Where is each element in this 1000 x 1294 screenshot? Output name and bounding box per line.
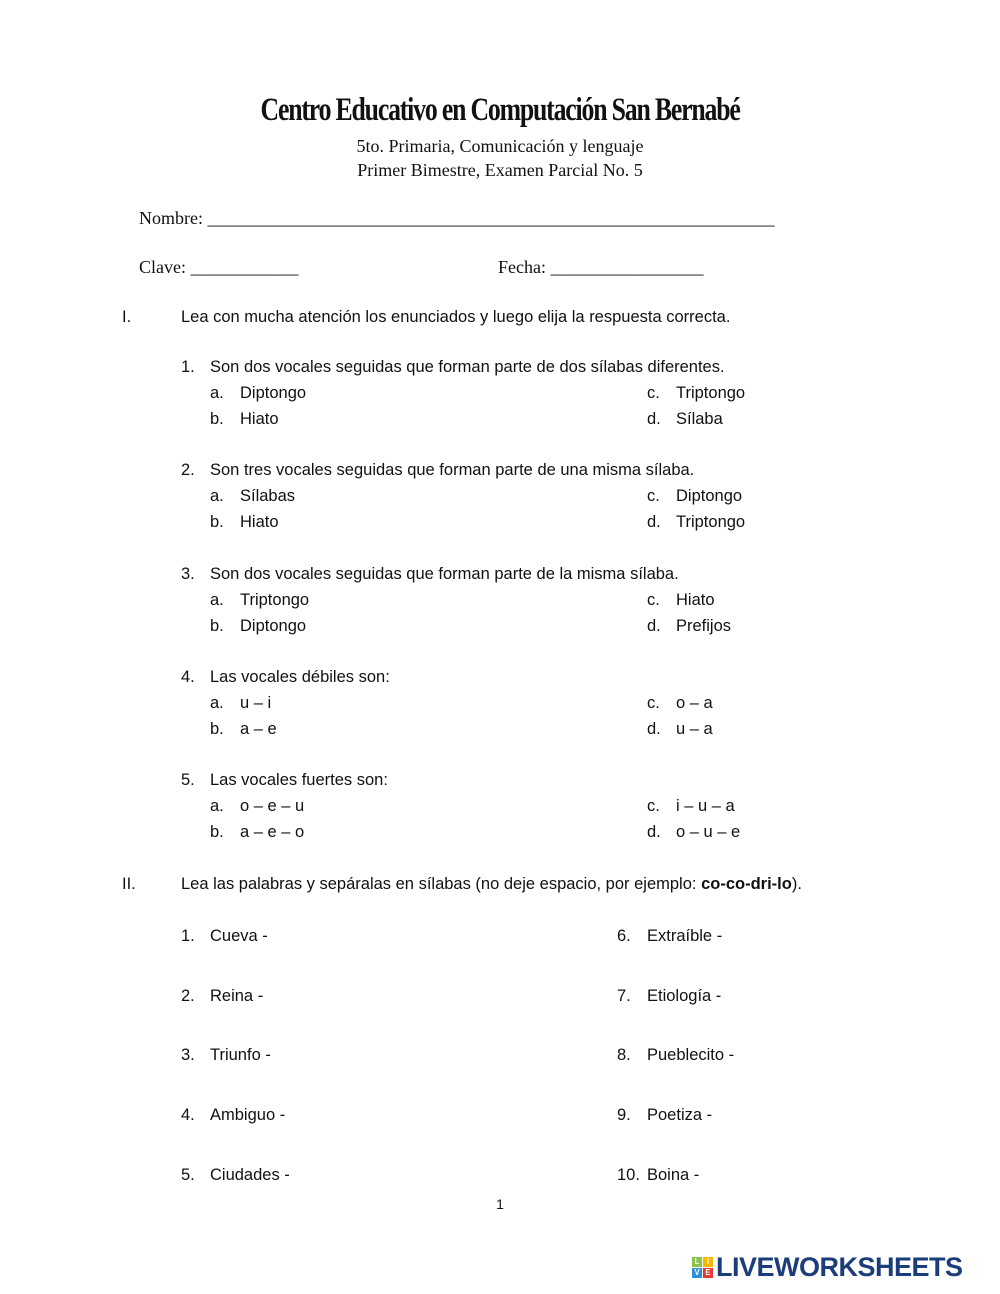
word-item[interactable]: Reina - <box>210 987 264 1005</box>
option-text[interactable]: Diptongo <box>676 487 743 505</box>
option-text[interactable]: Hiato <box>240 410 279 428</box>
word-item[interactable]: Ciudades - <box>210 1166 290 1184</box>
section1-instruction: Lea con mucha atención los enunciados y luego elija la respuesta correcta. <box>181 308 731 326</box>
word-item[interactable]: Triunfo - <box>210 1046 271 1064</box>
question-number: 5. <box>181 771 195 789</box>
option-letter[interactable]: b. <box>210 823 224 841</box>
option-letter[interactable]: b. <box>210 513 224 531</box>
question-text: Son dos vocales seguidas que forman parte de la misma sílaba. <box>210 565 679 583</box>
live-cube-icon: L I V E <box>692 1257 713 1278</box>
option-letter[interactable]: c. <box>647 487 660 505</box>
option-letter[interactable]: d. <box>647 617 661 635</box>
question-number: 4. <box>181 668 195 686</box>
word-number: 8. <box>617 1046 631 1064</box>
clave-field[interactable]: Clave: ____________ <box>139 257 299 277</box>
word-number: 2. <box>181 987 195 1005</box>
example-word: co-co-dri-lo <box>701 875 792 893</box>
option-letter[interactable]: d. <box>647 513 661 531</box>
subtitle-course: 5to. Primaria, Comunicación y lenguaje <box>356 136 644 156</box>
option-letter[interactable]: a. <box>210 591 224 609</box>
word-item[interactable]: Etiología - <box>647 987 722 1005</box>
option-letter[interactable]: c. <box>647 591 660 609</box>
option-text[interactable]: Prefijos <box>676 617 732 635</box>
option-text[interactable]: Hiato <box>676 591 715 609</box>
option-letter[interactable]: b. <box>210 720 224 738</box>
word-number: 1. <box>181 927 195 945</box>
option-text[interactable]: a – e <box>240 720 277 738</box>
word-item[interactable]: Pueblecito - <box>647 1046 735 1064</box>
nombre-field[interactable]: Nombre: _______________________________________________________________ <box>139 208 775 228</box>
word-number: 5. <box>181 1166 195 1184</box>
question-text: Las vocales fuertes son: <box>210 771 388 789</box>
word-number: 7. <box>617 987 631 1005</box>
question-number: 2. <box>181 461 195 479</box>
option-text[interactable]: Sílaba <box>676 410 723 428</box>
option-text[interactable]: o – e – u <box>240 797 305 815</box>
option-letter[interactable]: b. <box>210 617 224 635</box>
question-text: Son dos vocales seguidas que forman parte de dos sílabas diferentes. <box>210 358 725 376</box>
option-letter[interactable]: d. <box>647 823 661 841</box>
option-letter[interactable]: a. <box>210 694 224 712</box>
page-number: 1 <box>496 1196 504 1212</box>
word-number: 6. <box>617 927 631 945</box>
section2-instruction: Lea las palabras y sepáralas en sílabas (no deje espacio, por ejemplo: co-co-dri-lo). <box>181 875 802 893</box>
word-item[interactable]: Ambiguo - <box>210 1106 286 1124</box>
option-letter[interactable]: a. <box>210 797 224 815</box>
word-item[interactable]: Cueva - <box>210 927 268 945</box>
option-text[interactable]: a – e – o <box>240 823 305 841</box>
option-letter[interactable]: d. <box>647 410 661 428</box>
option-letter[interactable]: a. <box>210 487 224 505</box>
option-text[interactable]: o – u – e <box>676 823 741 841</box>
question-text: Son tres vocales seguidas que forman parte de una misma sílaba. <box>210 461 695 479</box>
word-number: 3. <box>181 1046 195 1064</box>
liveworksheets-logo <box>692 1254 963 1281</box>
fecha-field[interactable]: Fecha: _________________ <box>498 257 704 277</box>
section1-numeral: I. <box>122 308 132 326</box>
option-text[interactable]: Triptongo <box>676 384 746 402</box>
option-letter[interactable]: a. <box>210 384 224 402</box>
option-text[interactable]: u – i <box>240 694 272 712</box>
option-text[interactable]: Diptongo <box>240 617 307 635</box>
option-text[interactable]: Hiato <box>240 513 279 531</box>
word-number: 10. <box>617 1166 640 1184</box>
logo-text: LIVEWORKSHEETS <box>716 1252 963 1282</box>
option-text[interactable]: i – u – a <box>676 797 735 815</box>
option-text[interactable]: Sílabas <box>240 487 296 505</box>
word-number: 9. <box>617 1106 631 1124</box>
subtitle-exam: Primer Bimestre, Examen Parcial No. 5 <box>357 160 643 180</box>
option-letter[interactable]: d. <box>647 720 661 738</box>
option-letter[interactable]: c. <box>647 797 660 815</box>
word-item[interactable]: Poetiza - <box>647 1106 713 1124</box>
question-number: 3. <box>181 565 195 583</box>
option-text[interactable]: o – a <box>676 694 713 712</box>
option-text[interactable]: Triptongo <box>676 513 746 531</box>
word-number: 4. <box>181 1106 195 1124</box>
section2-numeral: II. <box>122 875 136 893</box>
option-letter[interactable]: c. <box>647 694 660 712</box>
option-text[interactable]: Triptongo <box>240 591 310 609</box>
school-title: Centro Educativo en Computación San Bernabé <box>260 92 740 128</box>
option-letter[interactable]: c. <box>647 384 660 402</box>
word-item[interactable]: Boina - <box>647 1166 700 1184</box>
word-item[interactable]: Extraíble - <box>647 927 723 945</box>
option-letter[interactable]: b. <box>210 410 224 428</box>
option-text[interactable]: u – a <box>676 720 713 738</box>
question-text: Las vocales débiles son: <box>210 668 390 686</box>
option-text[interactable]: Diptongo <box>240 384 307 402</box>
question-number: 1. <box>181 358 195 376</box>
